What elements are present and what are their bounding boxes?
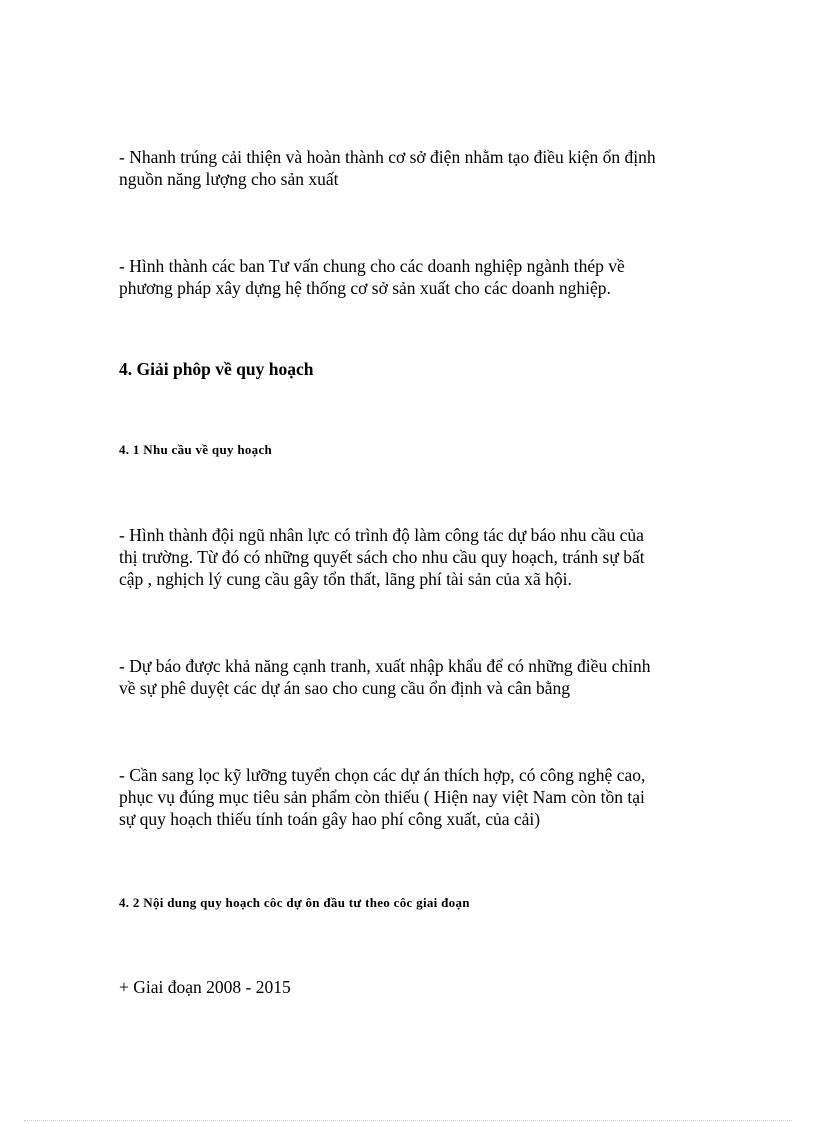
subsection-heading-4-2: 4. 2 Nội dung quy hoạch côc dự ôn đầu tư theo côc giai đoạn — [119, 895, 470, 910]
page-bottom-divider — [24, 1120, 792, 1121]
paragraph-line: cập , nghịch lý cung cầu gây tổn thất, lãng phí tài sản của xã hội. — [119, 569, 572, 589]
paragraph-forecasting — [119, 524, 697, 590]
paragraph-phase — [119, 976, 697, 998]
paragraph-line: - Hình thành đội ngũ nhân lực có trình độ làm công tác dự báo nhu cầu của — [119, 525, 644, 545]
paragraph-line: phục vụ đúng mục tiêu sản phẩm còn thiếu ( Hiện nay việt Nam còn tồn tại — [119, 787, 645, 807]
paragraph-line: + Giai đoạn 2008 - 2015 — [119, 977, 291, 997]
paragraph-line: về sự phê duyệt các dự án sao cho cung cầu ổn định và cân bằng — [119, 678, 570, 698]
paragraph-consulting — [119, 255, 697, 299]
paragraph-line: thị trường. Từ đó có những quyết sách cho nhu cầu quy hoạch, tránh sự bất — [119, 547, 645, 567]
paragraph-line: - Cần sang lọc kỹ lưỡng tuyển chọn các dự án thích hợp, có công nghệ cao, — [119, 765, 646, 785]
paragraph-line: sự quy hoạch thiếu tính toán gây hao phí công xuất, của cải) — [119, 809, 541, 829]
paragraph-project-selection — [119, 764, 697, 830]
paragraph-line: - Hình thành các ban Tư vấn chung cho các doanh nghiệp ngành thép về — [119, 256, 625, 276]
section-heading: 4. Giải phôp về quy hoạch — [119, 359, 314, 379]
paragraph-line: nguồn năng lượng cho sản xuất — [119, 169, 339, 189]
paragraph-competition — [119, 655, 697, 699]
paragraph-line: phương pháp xây dựng hệ thống cơ sở sản xuất cho các doanh nghiệp. — [119, 278, 611, 298]
paragraph-line: - Nhanh trúng cải thiện và hoàn thành cơ sở điện nhằm tạo điều kiện ổn định — [119, 147, 656, 167]
paragraph-line: - Dự báo được khả năng cạnh tranh, xuất nhập khẩu để có những điều chỉnh — [119, 656, 651, 676]
subsection-heading-4-1: 4. 1 Nhu cầu về quy hoạch — [119, 442, 273, 457]
paragraph-electricity — [119, 146, 697, 190]
